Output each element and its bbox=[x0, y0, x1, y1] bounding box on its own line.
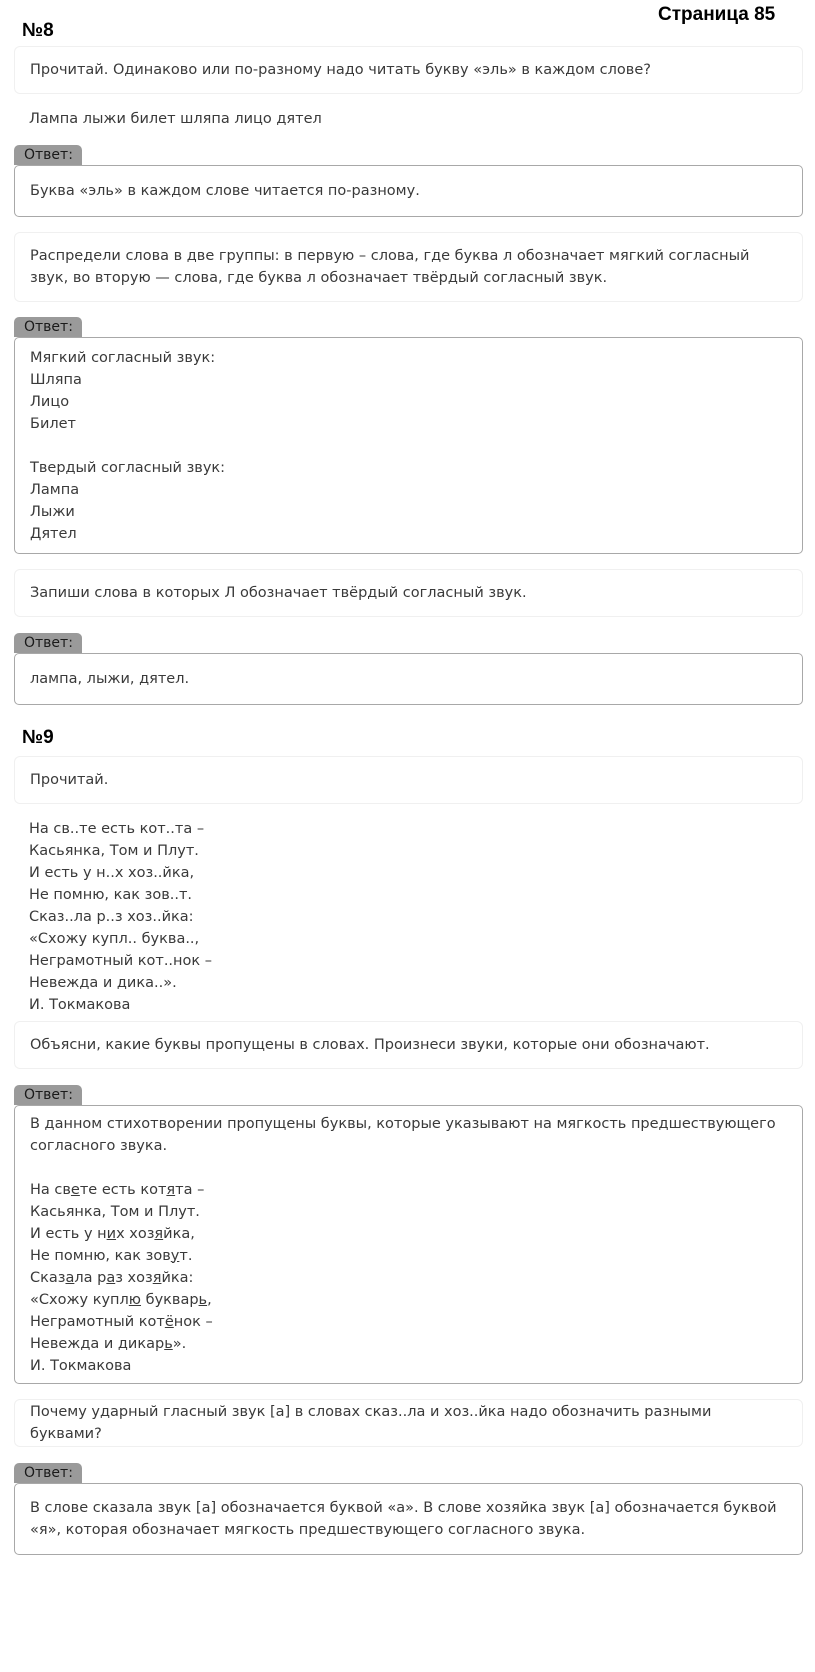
poem-line bbox=[30, 1245, 787, 1267]
task-9-answer-3 bbox=[14, 1483, 803, 1555]
answer-label: Ответ: bbox=[14, 317, 82, 337]
question-text: Почему ударный гласный звук [а] в словах сказ..ла и хоз..йка надо обозначить разными буквами? bbox=[30, 1404, 712, 1442]
poem-text: ». bbox=[172, 1335, 187, 1352]
poem-line bbox=[30, 1289, 787, 1311]
answer-poem bbox=[30, 1179, 787, 1377]
answer-text: Буква «эль» в каждом слове читается по-разному. bbox=[30, 183, 420, 199]
task-8-question-1 bbox=[14, 46, 803, 94]
inserted-letter: ю bbox=[128, 1291, 142, 1308]
poem-line bbox=[30, 1311, 787, 1333]
poem-text: Касьянка, Том и Плут. bbox=[30, 1203, 200, 1220]
question-text: Прочитай. Одинаково или по-разному надо читать букву «эль» в каждом слове? bbox=[30, 62, 651, 78]
task-9-title: №9 bbox=[22, 727, 54, 748]
answer-intro: В данном стихотворении пропущены буквы, которые указывают на мягкость предшествующего согласного звука. bbox=[30, 1115, 776, 1154]
inserted-letter: е bbox=[70, 1181, 80, 1198]
task-9-question-1 bbox=[14, 756, 803, 804]
poem-text: з хоз bbox=[115, 1269, 153, 1286]
task-8-words: Лампа лыжи билет шляпа лицо дятел bbox=[29, 111, 322, 127]
question-text: Прочитай. bbox=[30, 772, 109, 788]
poem-line bbox=[30, 1333, 787, 1355]
answer-text: лампа, лыжи, дятел. bbox=[30, 671, 190, 687]
task-9-question-3 bbox=[14, 1399, 803, 1447]
inserted-letter: а bbox=[65, 1269, 75, 1286]
poem-text: Неграмотный кот bbox=[30, 1313, 165, 1330]
inserted-letter: у bbox=[170, 1247, 180, 1264]
inserted-letter: и bbox=[106, 1225, 117, 1242]
poem-text: И. Токмакова bbox=[30, 1357, 132, 1374]
inserted-letter: ь bbox=[198, 1291, 208, 1308]
inserted-letter: ь bbox=[164, 1335, 173, 1352]
task-9-answer-2 bbox=[14, 1105, 803, 1384]
task-9-poem: На св..те есть кот..та – Касьянка, Том и Плут. И есть у н..х хоз..йка, Не помню, как зов..т. Сказ..ла р..з хоз..йка: «Схожу купл.. буква.., Неграмотный кот..нок – Невежда и дика..». И. Токмакова bbox=[29, 821, 213, 1013]
poem-text: нок – bbox=[173, 1313, 213, 1330]
poem-text: та – bbox=[175, 1181, 205, 1198]
answer-text: Мягкий согласный звук: Шляпа Лицо Билет Твердый согласный звук: Лампа Лыжи Дятел bbox=[30, 349, 226, 542]
poem-text: йка: bbox=[161, 1269, 194, 1286]
poem-text: х хоз bbox=[116, 1225, 155, 1242]
inserted-letter: а bbox=[106, 1269, 116, 1286]
poem-text: те есть кот bbox=[79, 1181, 167, 1198]
task-8-answer-2 bbox=[14, 337, 803, 554]
poem-text: Сказ bbox=[30, 1269, 66, 1286]
task-8-answer-3 bbox=[14, 653, 803, 705]
poem-line bbox=[30, 1223, 787, 1245]
poem-text: буквар bbox=[141, 1291, 199, 1308]
answer-label: Ответ: bbox=[14, 633, 82, 653]
task-8-question-3 bbox=[14, 569, 803, 617]
task-8-question-2 bbox=[14, 232, 803, 302]
poem-line bbox=[30, 1201, 787, 1223]
poem-text: йка, bbox=[163, 1225, 195, 1242]
inserted-letter: я bbox=[154, 1225, 164, 1242]
answer-label: Ответ: bbox=[14, 145, 82, 165]
page-number: Страница 85 bbox=[658, 4, 776, 25]
inserted-letter: я bbox=[166, 1181, 176, 1198]
answer-label: Ответ: bbox=[14, 1463, 82, 1483]
task-9-question-2 bbox=[14, 1021, 803, 1069]
question-text: Объясни, какие буквы пропущены в словах. Произнеси звуки, которые они обозначают. bbox=[30, 1037, 710, 1053]
answer-content bbox=[30, 1113, 787, 1377]
poem-line bbox=[30, 1179, 787, 1201]
answer-label: Ответ: bbox=[14, 1085, 82, 1105]
poem-text: , bbox=[207, 1291, 212, 1308]
answer-text: В слове сказала звук [а] обозначается буквой «а». В слове хозяйка звук [а] обозначается буквой «я», которая обозначает мягкость предшествующего согласного звука. bbox=[30, 1500, 777, 1538]
task-8-answer-1 bbox=[14, 165, 803, 217]
poem-line bbox=[30, 1267, 787, 1289]
poem-text: И есть у н bbox=[30, 1225, 107, 1242]
poem-text: На св bbox=[30, 1181, 71, 1198]
inserted-letter: я bbox=[152, 1269, 162, 1286]
poem-line bbox=[30, 1355, 787, 1377]
poem-text: Не помню, как зов bbox=[30, 1247, 171, 1264]
poem-text: ла р bbox=[74, 1269, 107, 1286]
poem-text: Невежда и дикар bbox=[30, 1335, 165, 1352]
question-text: Запиши слова в которых Л обозначает твёрдый согласный звук. bbox=[30, 585, 527, 601]
task-8-title: №8 bbox=[22, 20, 54, 41]
question-text: Распредели слова в две группы: в первую – слова, где буква л обозначает мягкий согласный звук, во вторую — слова, где буква л обозначает твёрдый согласный звук. bbox=[30, 248, 750, 286]
poem-text: т. bbox=[179, 1247, 193, 1264]
inserted-letter: ё bbox=[164, 1313, 174, 1330]
poem-text: «Схожу купл bbox=[30, 1291, 129, 1308]
